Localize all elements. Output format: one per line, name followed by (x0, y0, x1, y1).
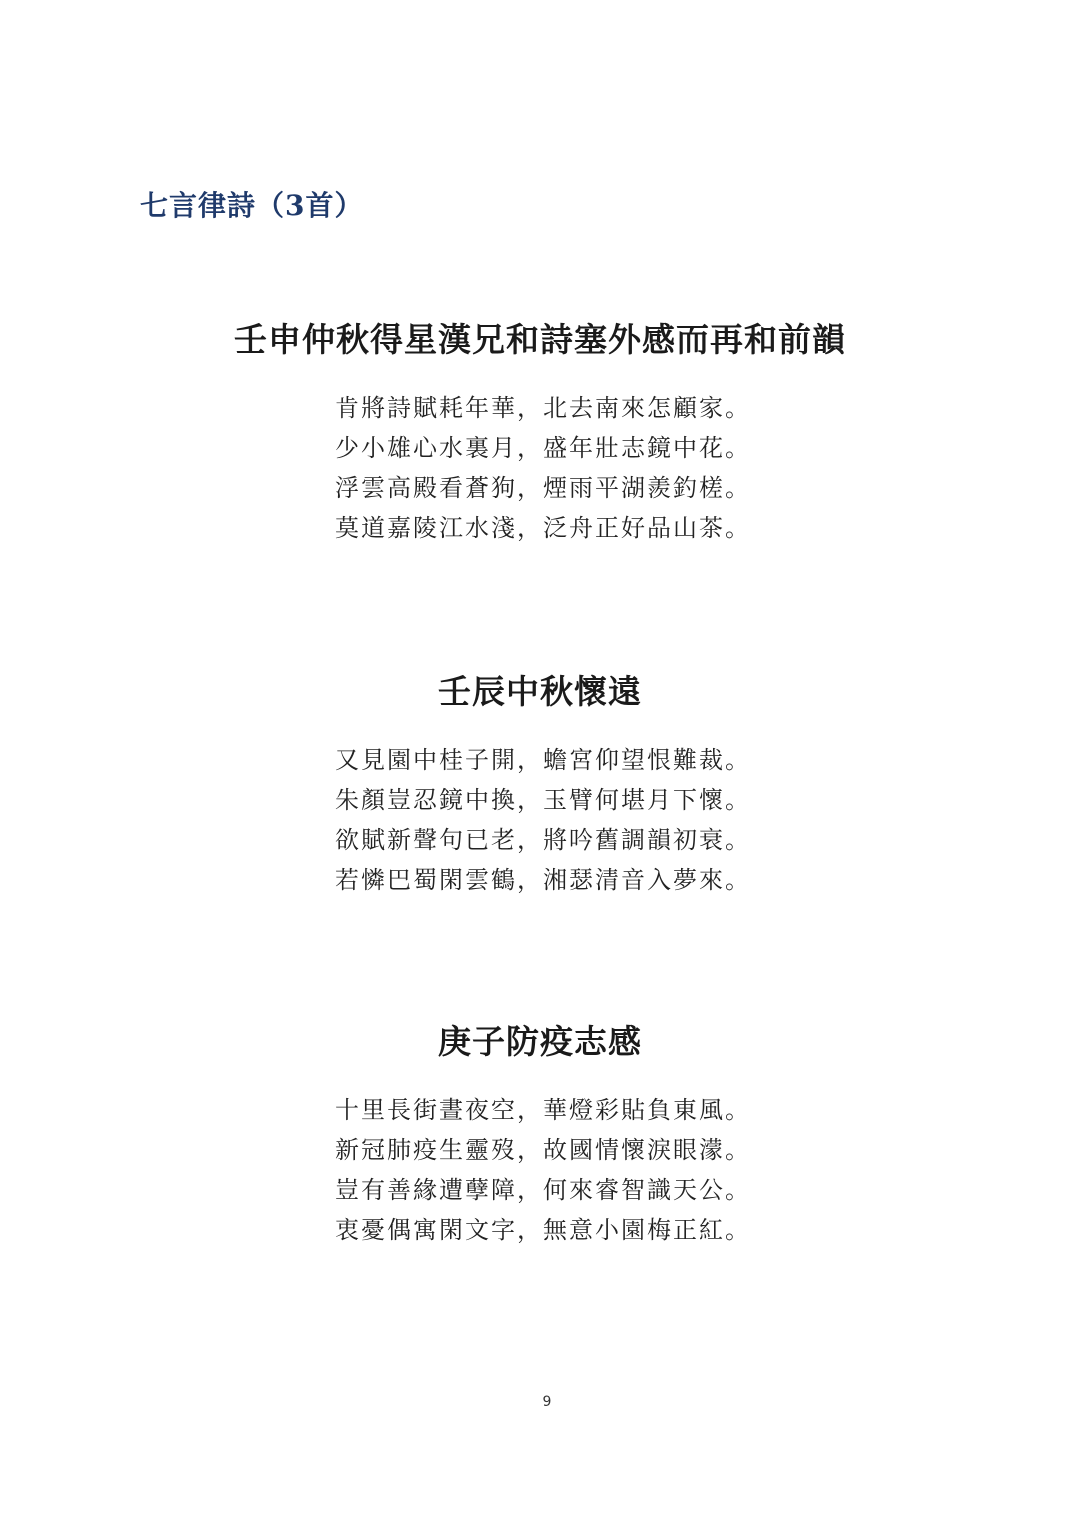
poem-line: 十里長街晝夜空，華燈彩貼負東風。 (335, 1096, 751, 1124)
poem-title: 壬申仲秋得星漢兄和詩塞外感而再和前韻 (234, 320, 846, 359)
poem-line: 朱顏豈忍鏡中換，玉臂何堪月下懷。 (335, 786, 751, 814)
poem-line: 莫道嘉陵江水淺，泛舟正好品山茶。 (335, 514, 751, 542)
poem-line: 浮雲高殿看蒼狗，煙雨平湖羨釣槎。 (335, 474, 751, 502)
poem-lines (0, 740, 1080, 900)
poem-title: 庚子防疫志感 (438, 1022, 642, 1061)
section-heading: 七言律詩（3首） (140, 189, 364, 222)
poem (0, 1020, 1080, 1250)
poem-title: 壬辰中秋懷遠 (438, 672, 642, 711)
poem-line: 又見園中桂子開，蟾宮仰望恨難裁。 (335, 746, 751, 774)
poem-lines (0, 1090, 1080, 1250)
poem-line: 豈有善緣遭孽障，何來睿智識天公。 (335, 1176, 751, 1204)
poem (0, 670, 1080, 900)
poem-line: 衷憂偶寓閑文字，無意小園梅正紅。 (335, 1216, 751, 1244)
page-number: 9 (542, 1394, 552, 1410)
poem-line: 欲賦新聲句已老，將吟舊調韻初衰。 (335, 826, 751, 854)
poem (0, 318, 1080, 548)
poem-line: 肯將詩賦耗年華，北去南來怎顧家。 (335, 394, 751, 422)
poem-line: 新冠肺疫生靈歿，故國情懷淚眼濛。 (335, 1136, 751, 1164)
poem-lines (0, 388, 1080, 548)
poem-line: 少小雄心水裏月，盛年壯志鏡中花。 (335, 434, 751, 462)
poem-line: 若憐巴蜀閑雲鶴，湘瑟清音入夢來。 (335, 866, 751, 894)
